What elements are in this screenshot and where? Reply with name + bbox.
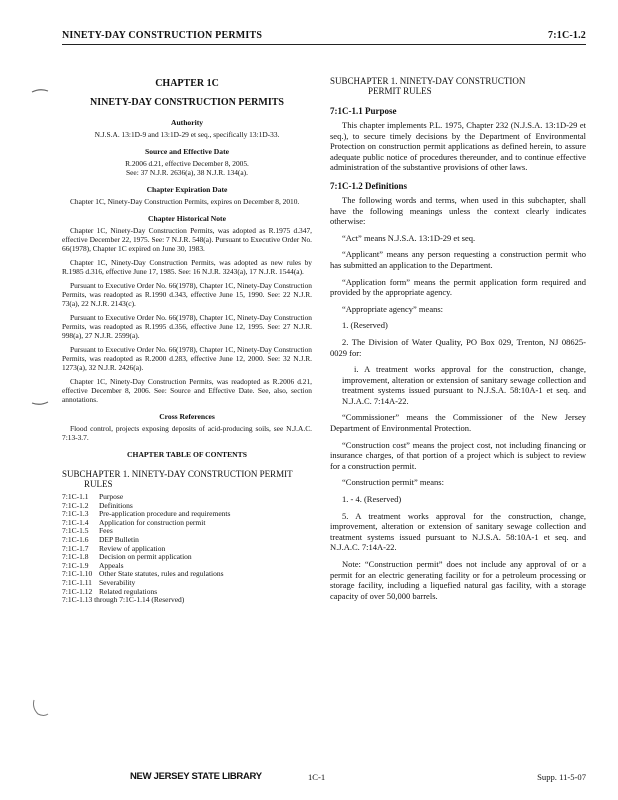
toc-entry-title: Fees (99, 526, 113, 536)
toc-entry-number: 7:1C-1.5 (62, 526, 89, 536)
history-note: Chapter 1C, Ninety-Day Construction Permits, was readopted as R.2006 d.21, effective December 8, 2006. See: Source and Effective Date. See, also, section annotations. (62, 377, 312, 404)
definitions-intro: The following words and terms, when used in this subchapter, shall have the following meanings unless the context clearly indicates otherwise: (330, 194, 586, 227)
toc-entry-number: 7:1C-1.4 (62, 517, 89, 527)
left-column (62, 72, 312, 605)
toc-entry-number: 7:1C-1.1 (62, 492, 89, 501)
subchapter-title-line-1: SUBCHAPTER 1. NINETY-DAY CONSTRUCTION (330, 76, 526, 86)
toc-entry-reserved[interactable]: 7:1C-1.13 through 7:1C-1.14 (Reserved) (62, 595, 185, 605)
purpose-paragraph: This chapter implements P.L. 1975, Chapter 232 (N.J.S.A. 13:1D-29 et seq.), to secure timely decisions by the Department of Environmental Protection on construction permit applications as defined herein, to assure adequate public notice of procedures thereunder, and to continue effective administration of the substantive provisions of other laws. (330, 120, 586, 173)
definition-application-form: “Application form” means the permit application form required and provided by the appropriate agency. (330, 276, 586, 298)
toc-entry-number: 7:1C-1.3 (62, 509, 89, 519)
running-header (62, 28, 586, 45)
page-footer (62, 772, 586, 786)
toc-entry-title: Decision on permit application (99, 552, 192, 562)
binder-hole-mark-bottom (30, 696, 50, 720)
toc-subchapter-line-1: SUBCHAPTER 1. NINETY-DAY CONSTRUCTION PERMIT (62, 469, 293, 479)
toc-subchapter-line-2: RULES (84, 479, 113, 489)
expiration-heading: Chapter Expiration Date (146, 185, 228, 194)
definition-item: 1. (Reserved) (342, 320, 388, 331)
definition-note: Note: “Construction permit” does not include any approval of or a permit for an electric generating facility or for a petroleum processing or storage facility, including a liquefied natural gas facility, with a storage capacity of over 50,000 barrels. (330, 559, 586, 601)
toc-entry-title: Other State statutes, rules and regulations (99, 569, 224, 579)
toc-subchapter-title (62, 469, 312, 489)
definition-act: “Act” means N.J.S.A. 13:1D-29 et seq. (342, 232, 476, 243)
definition-construction-cost: “Construction cost” means the project cost, not including financing or insurance charges, of that portion of a project which is subject to review for a construction permit. (330, 439, 586, 471)
definition-sub-item: i. A treatment works approval for the construction, change, improvement, alteration or extension of sanitary sewage collection and treatment systems issued pursuant to N.J.S.A. 58:10A-1 et seq. and N.J.A.C. 7:14A-22. (342, 364, 586, 406)
toc-entry-number: 7:1C-1.9 (62, 560, 89, 570)
history-note: Chapter 1C, Ninety-Day Construction Permits, was adopted as R.1975 d.347, effective December 22, 1975. See: 7 N.J.R. 548(a). Pursuant to Executive Order No. 66(1978), Chapter 1C expired on June 30, 1983. (62, 226, 312, 253)
toc-entry-title: Pre-application procedure and requirements (99, 509, 231, 519)
history-note: Pursuant to Executive Order No. 66(1978), Chapter 1C, Ninety-Day Construction Permits, was readopted as R.1990 d.343, effective June 15, 1990. See: 22 N.J.R. 73(a), 22 N.J.R. 2143(c). (62, 281, 312, 308)
toc-entry-number: 7:1C-1.8 (62, 552, 89, 562)
toc-entry-number: 7:1C-1.6 (62, 534, 89, 544)
history-note: Pursuant to Executive Order No. 66(1978), Chapter 1C, Ninety-Day Construction Permits, was readopted as R.2000 d.283, effective June 12, 2000. See: 32 N.J.R. 1273(a), 32 N.J.R. 2426(a). (62, 345, 312, 372)
binder-hole-mark-middle (30, 398, 50, 408)
toc-entry-title: Application for construction permit (99, 517, 206, 527)
toc-entry-title: Appeals (99, 560, 124, 570)
toc-entry-title: Purpose (99, 492, 124, 501)
toc-entry-title: DEP Bulletin (99, 534, 139, 544)
source-line-1: R.2006 d.21, effective December 8, 2005. (125, 159, 249, 168)
expiration-text: Chapter 1C, Ninety-Day Construction Permits, expires on December 8, 2010. (70, 197, 300, 206)
chapter-title: NINETY-DAY CONSTRUCTION PERMITS (90, 97, 284, 108)
page-number: 1C-1 (308, 772, 326, 782)
definition-item: 1. - 4. (Reserved) (342, 494, 402, 505)
cross-references-text: Flood control, projects exposing deposits of acid-producing soils, see N.J.A.C. 7:13-3.7. (62, 424, 312, 442)
binder-hole-mark-top (30, 86, 50, 96)
header-title: NINETY-DAY CONSTRUCTION PERMITS (62, 30, 263, 41)
definition-item: 2. The Division of Water Quality, PO Box 029, Trenton, NJ 08625-0029 for: (330, 336, 586, 358)
definition-construction-permit: “Construction permit” means: (342, 477, 444, 488)
table-of-contents (62, 493, 312, 605)
right-column (330, 72, 586, 607)
section-heading-definitions: 7:1C-1.2 Definitions (330, 180, 407, 191)
history-heading: Chapter Historical Note (148, 214, 226, 223)
subchapter-title-line-2: PERMIT RULES (368, 86, 432, 96)
toc-entry-title: Definitions (99, 500, 133, 510)
toc-entry-number: 7:1C-1.7 (62, 543, 89, 553)
definition-applicant: “Applicant” means any person requesting a construction permit who has submitted an application to the Department. (330, 249, 586, 270)
section-heading-purpose: 7:1C-1.1 Purpose (330, 106, 397, 116)
toc-entry-title: Related regulations (99, 586, 158, 596)
toc-entry-number: 7:1C-1.2 (62, 500, 89, 510)
toc-heading: CHAPTER TABLE OF CONTENTS (127, 450, 247, 459)
chapter-number: CHAPTER 1C (155, 78, 219, 89)
definition-commissioner: “Commissioner” means the Commissioner of the New Jersey Department of Environmental Protection. (330, 412, 586, 434)
definition-item: 5. A treatment works approval for the construction, change, improvement, alteration or extension of sanitary sewage collection and treatment systems issued pursuant to N.J.S.A. 58:10A-1 et seq. and N.J.A.C. 7:14A-22. (330, 510, 586, 553)
authority-heading: Authority (170, 118, 204, 127)
history-note: Pursuant to Executive Order No. 66(1978), Chapter 1C, Ninety-Day Construction Permits, was readopted as R.1995 d.356, effective June 12, 1995. See: 27 N.J.R. 998(a), 27 N.J.R. 2599(a). (62, 313, 312, 340)
supplement-date: Supp. 11-5-07 (537, 772, 586, 782)
subchapter-title (330, 76, 586, 96)
toc-entry-number: 7:1C-1.12 (62, 586, 93, 596)
toc-entry-number: 7:1C-1.10 (62, 569, 93, 579)
cross-references-heading: Cross References (159, 412, 215, 421)
toc-entry-number: 7:1C-1.11 (62, 577, 92, 587)
header-code: 7:1C-1.2 (548, 30, 586, 41)
toc-entry-title: Review of application (99, 543, 166, 553)
definition-appropriate-agency: “Appropriate agency” means: (342, 303, 444, 314)
library-stamp: NEW JERSEY STATE LIBRARY (130, 771, 262, 782)
source-heading: Source and Effective Date (144, 147, 229, 156)
history-note: Chapter 1C, Ninety-Day Construction Permits, was adopted as new rules by R.1985 d.316, effective June 17, 1985. See: 16 N.J.R. 3243(a), 17 N.J.R. 1544(a). (62, 258, 312, 276)
source-line-2: See: 37 N.J.R. 2636(a), 38 N.J.R. 134(a). (126, 168, 248, 177)
toc-entry-title: Severability (99, 577, 136, 587)
authority-text: N.J.S.A. 13:1D-9 and 13:1D-29 et seq., specifically 13:1D-33. (94, 130, 280, 139)
